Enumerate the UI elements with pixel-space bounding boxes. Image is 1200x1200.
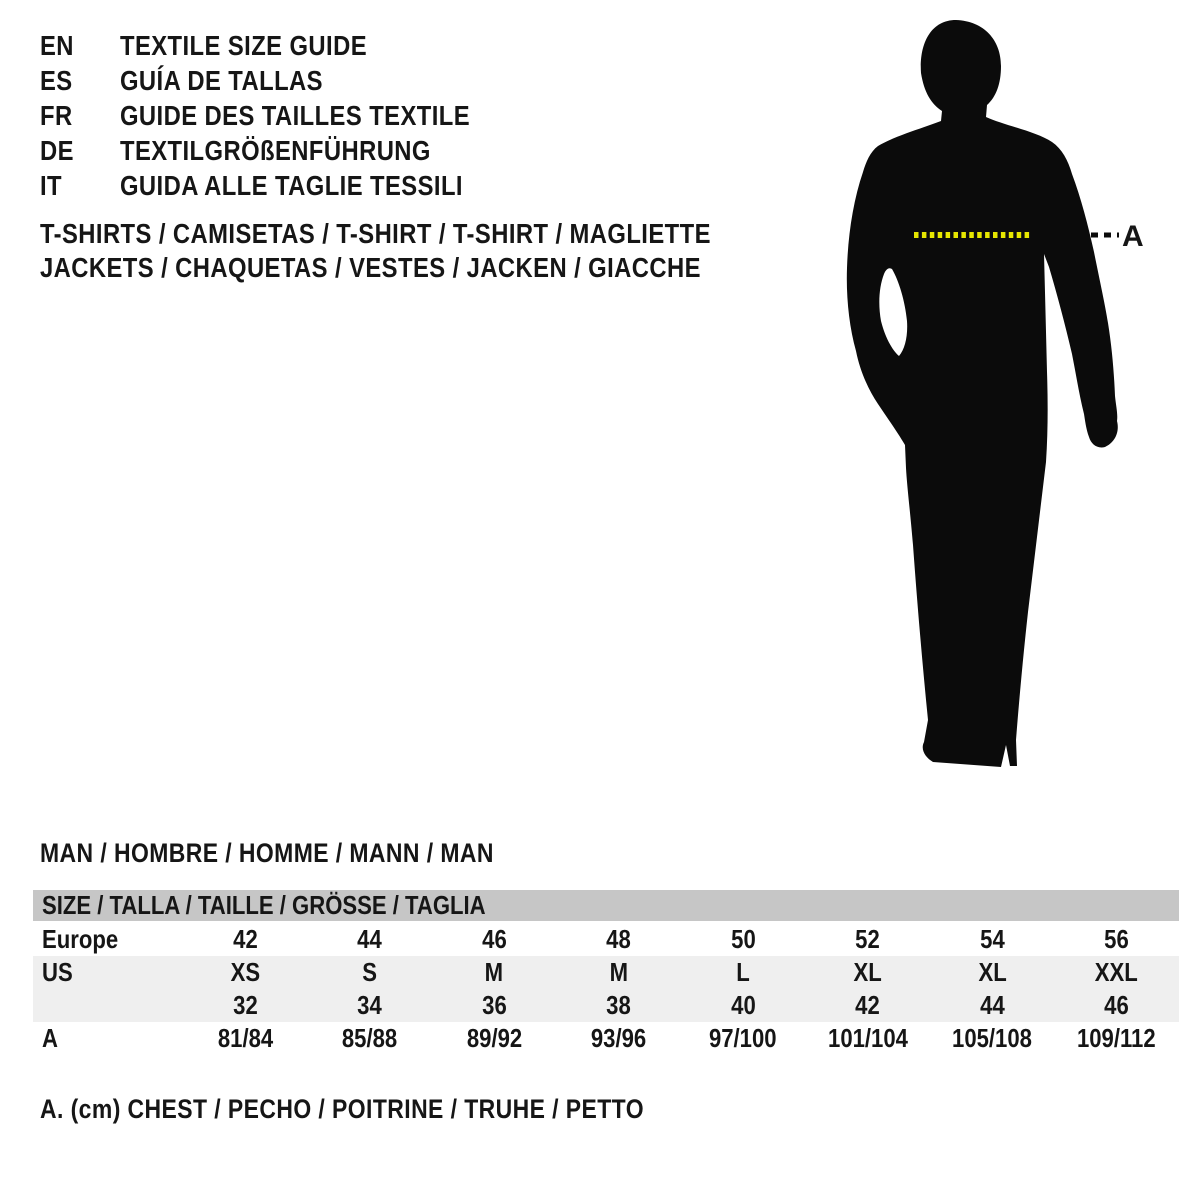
- category-text: T-SHIRTS / CAMISETAS / T-SHIRT / T-SHIRT / MAGLIETTE: [40, 218, 711, 249]
- table-cell-text: 97/100: [709, 1023, 778, 1053]
- table-cell: [1055, 957, 1180, 988]
- table-cell: [806, 1023, 931, 1054]
- table-cell: [806, 924, 931, 955]
- language-code: IT: [40, 169, 63, 201]
- language-code: FR: [40, 99, 73, 131]
- table-row-label-text: US: [42, 957, 73, 987]
- size-table: [33, 890, 1179, 1055]
- table-cell: [930, 924, 1055, 955]
- language-code: EN: [40, 29, 74, 61]
- table-cell-text: S: [362, 957, 378, 987]
- category-text: JACKETS / CHAQUETAS / VESTES / JACKEN / GIACCHE: [40, 252, 701, 283]
- table-cell-text: 34: [357, 990, 383, 1020]
- table-cell: [1055, 990, 1180, 1021]
- table-cell-text: 50: [730, 924, 756, 954]
- table-cell: [308, 924, 433, 955]
- table-cell-text: 81/84: [217, 1023, 273, 1053]
- table-cell: [930, 957, 1055, 988]
- language-title: TEXTILGRÖßENFÜHRUNG: [120, 134, 431, 166]
- table-row: [33, 956, 1179, 989]
- table-cell: [1055, 1023, 1180, 1054]
- table-row: [33, 923, 1179, 956]
- table-cell: [183, 990, 308, 1021]
- table-cell-text: 105/108: [952, 1023, 1033, 1053]
- table-cell-text: XL: [978, 957, 1007, 987]
- table-cell-text: XL: [853, 957, 882, 987]
- measurement-footnote: [40, 1092, 751, 1126]
- table-cell-text: 101/104: [827, 1023, 908, 1053]
- measure-label-a: A: [1122, 220, 1144, 253]
- table-cell-text: 36: [481, 990, 507, 1020]
- table-cell-text: XXL: [1095, 957, 1139, 987]
- language-code: ES: [40, 64, 73, 96]
- language-title: GUÍA DE TALLAS: [120, 64, 323, 96]
- table-cell: [308, 957, 433, 988]
- table-cell-text: 89/92: [466, 1023, 522, 1053]
- table-cell: [681, 1023, 806, 1054]
- table-cell: [432, 990, 557, 1021]
- table-cell-text: 93/96: [591, 1023, 647, 1053]
- table-row-label: [33, 990, 183, 1021]
- table-row-label: [33, 1023, 183, 1054]
- table-row-label-text: A: [42, 1023, 58, 1053]
- size-table-header: [33, 890, 1179, 921]
- section-heading: [40, 836, 574, 870]
- table-cell: [183, 924, 308, 955]
- table-cell: [432, 924, 557, 955]
- table-cell: [557, 990, 682, 1021]
- table-cell-text: 46: [481, 924, 507, 954]
- language-title: GUIDA ALLE TAGLIE TESSILI: [120, 169, 463, 201]
- table-cell-text: 85/88: [342, 1023, 398, 1053]
- table-cell: [681, 990, 806, 1021]
- table-cell-text: 44: [357, 924, 383, 954]
- language-title: TEXTILE SIZE GUIDE: [120, 29, 368, 61]
- table-cell-text: 42: [855, 990, 881, 1020]
- table-row: [33, 989, 1179, 1022]
- table-cell: [432, 1023, 557, 1054]
- table-cell-text: L: [736, 957, 750, 987]
- section-heading-text: MAN / HOMBRE / HOMME / MANN / MAN: [40, 837, 494, 868]
- table-cell-text: M: [485, 957, 504, 987]
- table-cell-text: 32: [232, 990, 258, 1020]
- table-cell: [308, 990, 433, 1021]
- table-row-label: [33, 924, 183, 955]
- table-cell-text: 48: [606, 924, 632, 954]
- table-cell: [183, 957, 308, 988]
- table-cell: [1055, 924, 1180, 955]
- measurement-footnote-text: A. (cm) CHEST / PECHO / POITRINE / TRUHE / PETTO: [40, 1093, 644, 1124]
- table-cell-text: 56: [1104, 924, 1130, 954]
- table-cell: [432, 957, 557, 988]
- table-cell: [681, 957, 806, 988]
- table-cell-text: 109/112: [1077, 1023, 1157, 1053]
- table-cell-text: 54: [979, 924, 1005, 954]
- language-title: GUIDE DES TAILLES TEXTILE: [120, 99, 471, 131]
- table-row-label-text: Europe: [42, 924, 119, 954]
- table-cell: [557, 957, 682, 988]
- table-cell-text: 38: [606, 990, 632, 1020]
- language-code: DE: [40, 134, 74, 166]
- table-cell: [930, 990, 1055, 1021]
- table-cell: [806, 990, 931, 1021]
- table-cell-text: 44: [979, 990, 1005, 1020]
- table-cell: [930, 1023, 1055, 1054]
- table-cell-text: M: [609, 957, 628, 987]
- size-table-header-text: SIZE / TALLA / TAILLE / GRÖSSE / TAGLIA: [42, 890, 486, 920]
- table-cell: [806, 957, 931, 988]
- table-cell-text: XS: [230, 957, 260, 987]
- table-cell: [308, 1023, 433, 1054]
- size-table-rows: [33, 923, 1179, 1055]
- table-cell-text: 52: [855, 924, 881, 954]
- table-cell-text: 40: [730, 990, 756, 1020]
- table-cell: [183, 1023, 308, 1054]
- table-row: [33, 1022, 1179, 1055]
- man-silhouette-path: [847, 20, 1118, 767]
- table-row-label: [33, 957, 183, 988]
- table-cell: [557, 1023, 682, 1054]
- table-cell: [557, 924, 682, 955]
- table-cell-text: 42: [232, 924, 258, 954]
- table-cell-text: 46: [1104, 990, 1130, 1020]
- table-cell: [681, 924, 806, 955]
